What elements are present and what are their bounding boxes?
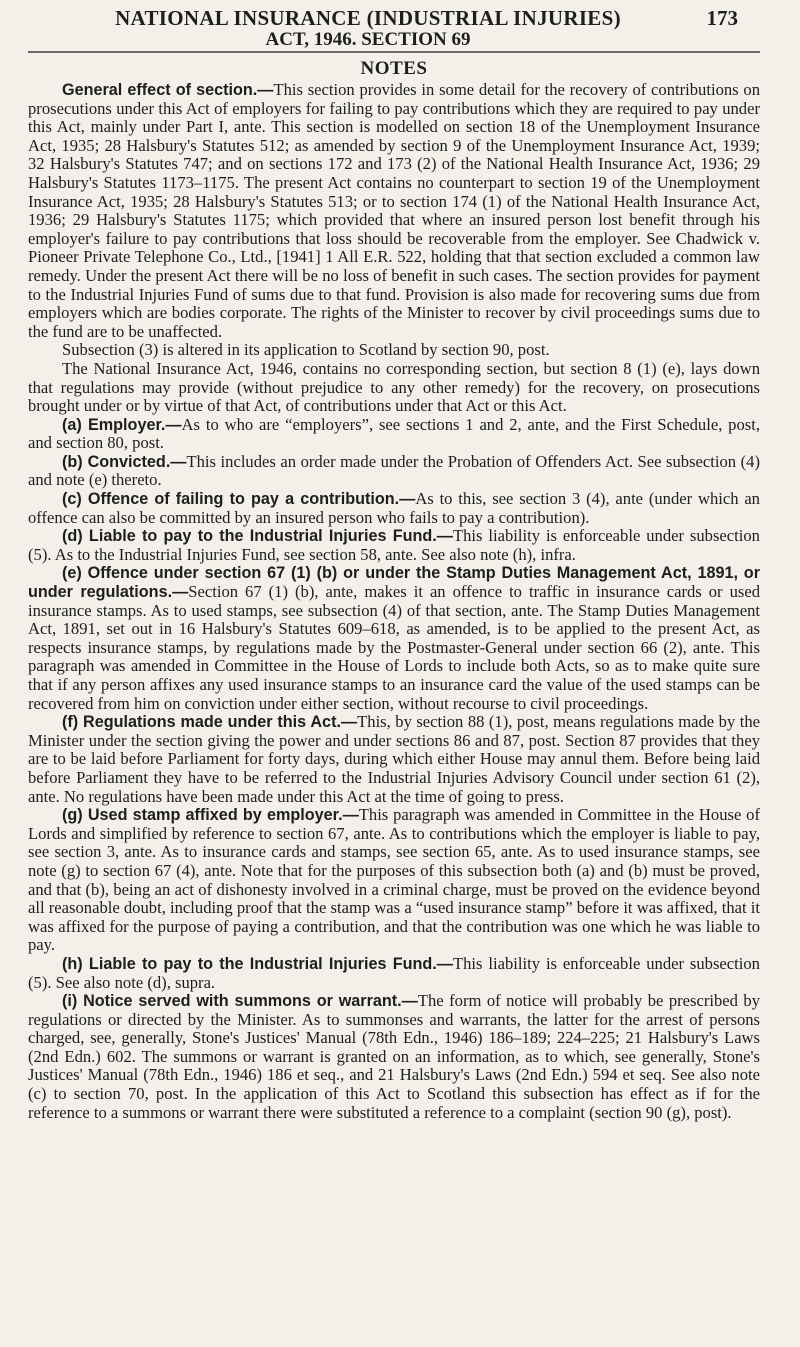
note-paragraph xyxy=(28,527,760,564)
notes-heading: NOTES xyxy=(360,58,428,79)
section-line: ACT, 1946. SECTION 69 xyxy=(265,29,471,50)
note-text: This liability is enforceable under subsection (5). See also note (d), supra. xyxy=(28,953,760,992)
note-text: As to who are “employers”, see sections 1 and 2, ante, and the First Schedule, post, and section 80, post. xyxy=(28,414,760,453)
note-heading: (h) Liable to pay to the Industrial Injuries Fund.— xyxy=(62,954,453,973)
note-text: This paragraph was amended in Committee in the House of Lords and simplified by reference to section 67, ante. As to contributions which the employer is liable to pay, see section 3, ante. As to insurance cards and stamps, see section 65, ante. As to used insurance stamps, see note (g) to section 67 (4), ante. Note that for the purposes of this subsection both (a) and (b) must be proved, and that (b), being an act of dishonesty involved in a criminal charge, must be proved on the evidence beyond all reasonable doubt, including proof that the stamp was a “used insurance stamp” before it was affixed, that it was affixed for the purpose of paying a contribution, and that the contribution was one which he was liable to pay. xyxy=(28,805,761,955)
page-header xyxy=(28,8,760,48)
note-paragraph xyxy=(28,416,760,453)
page-number: 173 xyxy=(706,6,738,30)
note-heading: (e) Offence under section 67 (1) (b) or under the Stamp Duties Management Act, 1891, or under regulations.— xyxy=(28,564,760,602)
note-paragraph xyxy=(28,360,760,416)
note-text: Subsection (3) is altered in its application to Scotland by section 90, post. xyxy=(62,340,550,360)
note-paragraph xyxy=(28,806,760,955)
note-text: This section provides in some detail for the recovery of contributions on prosecutions under this Act of employers for failing to pay contributions which they are required to pay under this Act, mainly under Part I, ante. This section is modelled on section 18 of the Unemployment Insurance Act, 1935; 28 Halsbury's Statutes 512; as amended by section 9 of the Unemployment Insurance Act, 1939; 32 Halsbury's Statutes 747; and on sections 172 and 173 (2) of the National Health Insurance Act, 1936; 29 Halsbury's Statutes 1173–1175. The present Act contains no counterpart to section 19 of the Unemployment Insurance Act, 1935; 28 Halsbury's Statutes 513; or to section 174 (1) of the National Health Insurance Act, 1936; 29 Halsbury's Statutes 1175; which provided that where an insured person lost benefit through his employer's failure to pay contributions that loss should be recoverable from the employer. See Chadwick v. Pioneer Private Telephone Co., Ltd., [1941] 1 All E.R. 522, holding that that section excluded a common law remedy. Under the present Act there will be no loss of benefit in such cases. The section provides for payment to the Industrial Injuries Fund of sums due to that fund. Provision is also made for recovering sums due from employers which are bodies corporate. The rights of the Minister to recover by civil proceedings sums due to the fund are to be unaffected. xyxy=(28,80,760,341)
note-text: Section 67 (1) (b), ante, makes it an offence to traffic in insurance cards or used insurance stamps. As to used stamps, see subsection (4) of that section, ante. The Stamp Duties Management Act, 1891, set out in 16 Halsbury's Statutes 609–618, as amended, is to be applied to the present Act, as respects insurance stamps, by regulations made by the Postmaster-General under section 66 (2), ante. This paragraph was amended in Committee in the House of Lords to include both Acts, so as to make quite sure that if any person affixes any used insurance stamps to an insurance card the value of the used stamps can be recovered from him on conviction under either section, without recourse to civil proceedings. xyxy=(28,582,760,713)
note-heading: (c) Offence of failing to pay a contribution.— xyxy=(62,490,416,509)
note-paragraph xyxy=(28,81,760,341)
note-text: As to this, see section 3 (4), ante (under which an offence can also be committed by an insured person who fails to pay a contribution). xyxy=(28,489,760,527)
note-heading: (a) Employer.— xyxy=(62,415,182,434)
note-paragraph xyxy=(28,490,760,527)
header-rule xyxy=(28,51,760,53)
note-text: This liability is enforceable under subsection (5). As to the Industrial Injuries Fund, see section 58, ante. See also note (h), infra. xyxy=(28,526,760,564)
notes-body xyxy=(28,81,760,1122)
note-paragraph xyxy=(28,564,760,713)
note-text: The form of notice will probably be prescribed by regulations or directed by the Minister. As to summonses and warrants, the latter for the arrest of persons charged, see, generally, Stone's Justices' Manual (78th Edn., 1946) 186–189; 224–225; 21 Halsbury's Laws (2nd Edn.) 602. The summons or warrant is granted on an information, as to which, see generally, Stone's Justices' Manual (78th Edn., 1946) 186 et seq., and 21 Halsbury's Laws (2nd Edn.) 594 et seq. See also note (c) to section 70, post. In the application of this Act to Scotland this subsection has effect as if for the reference to a summons or warrant there were substituted a reference to a complaint (section 90 (g), post). xyxy=(28,991,760,1122)
note-heading: (i) Notice served with summons or warrant.— xyxy=(62,992,418,1011)
note-paragraph xyxy=(28,341,760,360)
note-paragraph xyxy=(28,713,760,806)
note-heading: (d) Liable to pay to the Industrial Injuries Fund.— xyxy=(62,527,453,546)
note-heading: (b) Convicted.— xyxy=(62,452,187,471)
note-text: This, by section 88 (1), post, means regulations made by the Minister under the section giving the power and under sections 86 and 87, post. Section 87 provides that they are to be laid before Parliament for forty days, during which either House may annul them. Before being laid before Parliament they have to be referred to the Industrial Injuries Advisory Council under section 61 (2), ante. No regulations have been made under this Act at the time of going to press. xyxy=(28,712,760,806)
note-paragraph xyxy=(28,955,760,992)
note-heading: (g) Used stamp affixed by employer.— xyxy=(62,806,359,825)
note-text: The National Insurance Act, 1946, contains no corresponding section, but section 8 (1) (e), lays down that regulations may provide (without prejudice to any other remedy) for the recovery, on prosecutions brought under or by virtue of that Act, of contributions under that Act or this Act. xyxy=(28,358,760,416)
running-title: NATIONAL INSURANCE (INDUSTRIAL INJURIES) xyxy=(115,6,621,30)
note-paragraph xyxy=(28,992,760,1122)
note-paragraph xyxy=(28,453,760,490)
note-heading: (f) Regulations made under this Act.— xyxy=(62,713,358,732)
note-text: This includes an order made under the Probation of Offenders Act. See subsection (4) and note (e) thereto. xyxy=(28,451,760,490)
note-heading: General effect of section.— xyxy=(62,81,274,99)
